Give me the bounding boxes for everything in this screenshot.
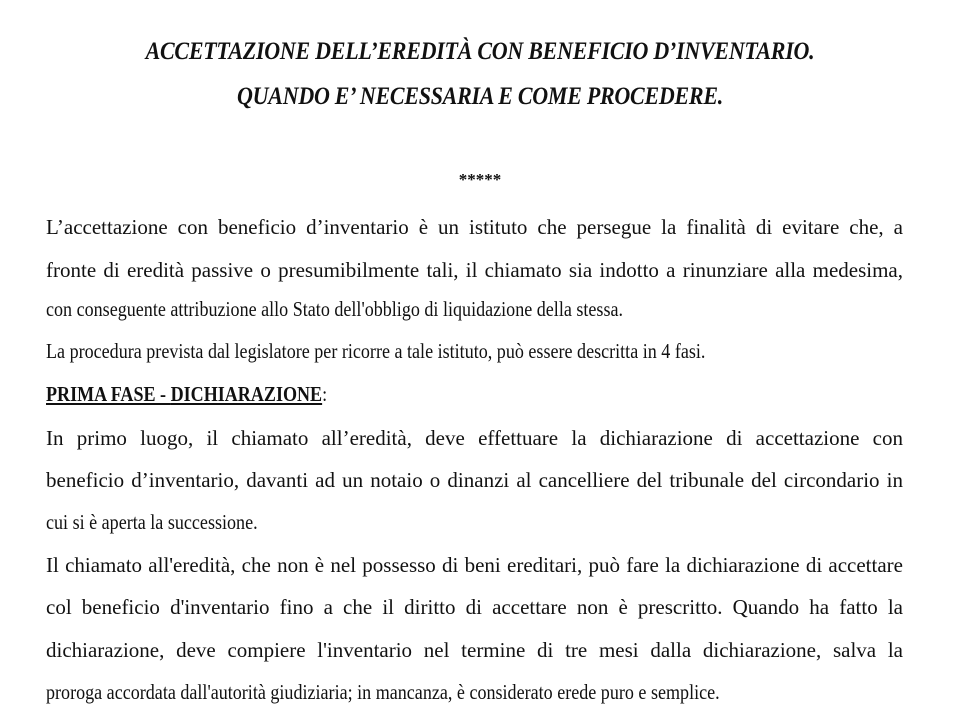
section-paragraph-2-line-1: Il chiamato all'eredità, che non è nel possesso di beni ereditari, può fare la dichiarazione di accettare xyxy=(46,553,903,577)
section-heading-colon: : xyxy=(322,382,328,406)
section-heading-title: DICHIARAZIONE xyxy=(170,382,323,406)
intro-paragraph-2-line-1 xyxy=(46,337,903,365)
section-paragraph-2-line-4 xyxy=(46,678,903,706)
section-paragraph-1-line-3 xyxy=(46,508,903,536)
section-paragraph-2-line-2: col beneficio d'inventario fino a che il diritto di accettare non è prescritto. Quando ha fatto la xyxy=(46,595,903,619)
section-paragraph-1-line-2: beneficio d’inventario, davanti ad un notaio o dinanzi al cancelliere del tribunale del circondario in xyxy=(46,468,903,492)
section-heading-prefix: PRIMA FASE - xyxy=(46,382,171,406)
document-title-line-2: QUANDO E’ NECESSARIA E COME PROCEDERE. xyxy=(237,83,723,110)
intro-paragraph-line-1: L’accettazione con beneficio d’inventario è un istituto che persegue la finalità di evitare che, a xyxy=(46,215,903,239)
intro-paragraph-2-text: La procedura prevista dal legislatore per ricorre a tale istituto, può essere descritta in 4 fasi. xyxy=(46,339,706,363)
section-paragraph-2-line-4-text: proroga accordata dall'autorità giudiziaria; in mancanza, è considerato erede puro e semplice. xyxy=(46,680,720,704)
intro-paragraph-line-2: fronte di eredità passive o presumibilmente tali, il chiamato sia indotto a rinunziare alla medesima, xyxy=(46,258,903,282)
intro-paragraph-line-3 xyxy=(46,295,903,323)
section-paragraph-2-line-3: dichiarazione, deve compiere l'inventario nel termine di tre mesi dalla dichiarazione, salva la xyxy=(46,638,903,662)
document-title-line-1: ACCETTAZIONE DELL’EREDITÀ CON BENEFICIO D’INVENTARIO. xyxy=(145,38,815,65)
intro-paragraph-line-3-text: con conseguente attribuzione allo Stato dell'obbligo di liquidazione della stessa. xyxy=(46,297,624,321)
section-heading xyxy=(46,380,903,408)
section-paragraph-1-line-3-text: cui si è aperta la successione. xyxy=(46,510,258,534)
section-separator: ***** xyxy=(458,170,502,189)
section-paragraph-1-line-1: In primo luogo, il chiamato all’eredità, deve effettuare la dichiarazione di accettazione con xyxy=(46,426,903,450)
